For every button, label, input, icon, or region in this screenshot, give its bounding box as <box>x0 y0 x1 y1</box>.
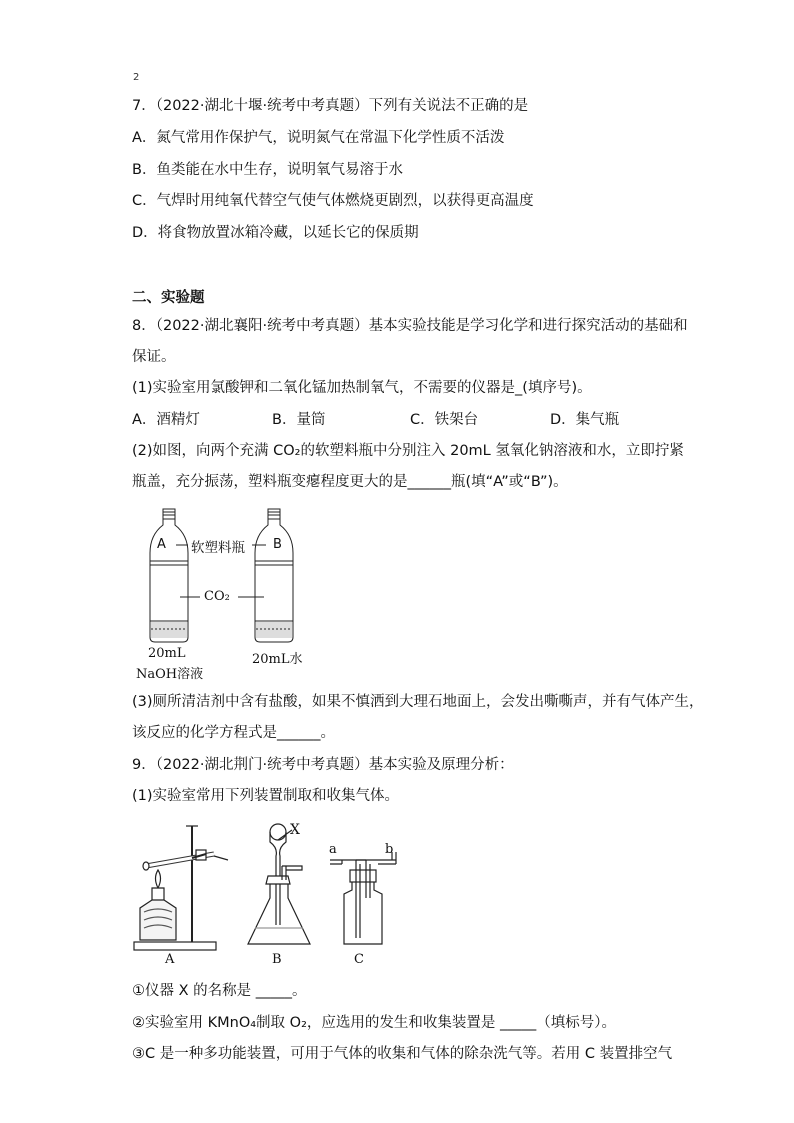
q8-option-d: D．集气瓶 <box>550 412 620 428</box>
apparatus-figure <box>130 820 410 955</box>
q8-part2-line1: (2)如图，向两个充满 CO₂的软塑料瓶中分别注入 20mL 氢氧化钠溶液和水，立即拧紧 <box>132 443 684 459</box>
section-heading: 二、实验题 <box>132 290 205 306</box>
apparatus-b-drawing <box>248 824 310 944</box>
page-number: 2 <box>133 72 140 83</box>
port-b-label: b <box>385 842 394 857</box>
q8-option-a: A．酒精灯 <box>132 412 200 428</box>
apparatus-a-drawing <box>134 826 228 950</box>
q8-part3-line1: (3)厕所清洁剂中含有盐酸，如果不慎洒到大理石地面上，会发出嘶嘶声，并有气体产生， <box>132 694 704 710</box>
q9-sub3: ③C 是一种多功能装置，可用于气体的收集和气体的除杂洗气等。若用 C 装置排空气 <box>132 1046 673 1062</box>
naoh-volume-label: 20mL <box>148 646 186 661</box>
water-label: 20mL水 <box>252 652 303 667</box>
q8-part2-line2: 瓶盖，充分振荡，塑料瓶变瘪程度更大的是______瓶(填“A”或“B”)。 <box>132 474 568 490</box>
bottle-a-drawing <box>150 509 188 642</box>
q8-part3-line2: 该反应的化学方程式是______。 <box>132 725 335 741</box>
q7-option-a: A．氮气常用作保护气，说明氮气在常温下化学性质不活泼 <box>132 130 505 146</box>
q9-sub1: ①仪器 X 的名称是 _____。 <box>132 983 307 999</box>
q8-option-b: B．量筒 <box>272 412 326 428</box>
q8-option-c: C．铁架台 <box>410 412 479 428</box>
q8-stem-line2: 保证。 <box>132 349 176 365</box>
apparatus-c-drawing <box>330 852 396 944</box>
apparatus-c-label: C <box>354 952 364 967</box>
q7-stem: 7．（2022·湖北十堰·统考中考真题）下列有关说法不正确的是 <box>132 98 529 114</box>
q9-sub2: ②实验室用 KMnO₄制取 O₂，应选用的发生和收集装置是 _____（填标号）。 <box>132 1015 616 1031</box>
naoh-solution-label: NaOH溶液 <box>136 667 204 682</box>
q9-stem: 9．（2022·湖北荆门·统考中考真题）基本实验及原理分析： <box>132 757 514 773</box>
bottle-b-label: B <box>273 537 282 552</box>
q8-stem-line1: 8．（2022·湖北襄阳·统考中考真题）基本实验技能是学习化学和进行探究活动的基础和 <box>132 318 688 334</box>
q7-option-c: C．气焊时用纯氧代替空气使气体燃烧更剧烈，以获得更高温度 <box>132 193 534 209</box>
bottles-figure <box>140 505 340 650</box>
q7-option-d: D．将食物放置冰箱冷藏，以延长它的保质期 <box>132 225 419 241</box>
q8-options-row <box>132 410 672 430</box>
apparatus-a-label: A <box>165 952 175 967</box>
q9-part1: (1)实验室常用下列装置制取和收集气体。 <box>132 788 400 804</box>
q8-part1: (1)实验室用氯酸钾和二氧化锰加热制氧气，不需要的仪器是_(填序号)。 <box>132 380 592 396</box>
soft-bottle-label: 软塑料瓶 <box>191 540 245 556</box>
apparatus-b-label: B <box>272 952 282 967</box>
port-a-label: a <box>329 842 337 857</box>
bottle-a-label: A <box>157 537 166 552</box>
q7-option-b: B．鱼类能在水中生存，说明氧气易溶于水 <box>132 162 403 178</box>
instrument-x-label: X <box>290 822 300 838</box>
bottle-b-drawing <box>255 509 293 642</box>
co2-label: CO₂ <box>204 589 230 604</box>
